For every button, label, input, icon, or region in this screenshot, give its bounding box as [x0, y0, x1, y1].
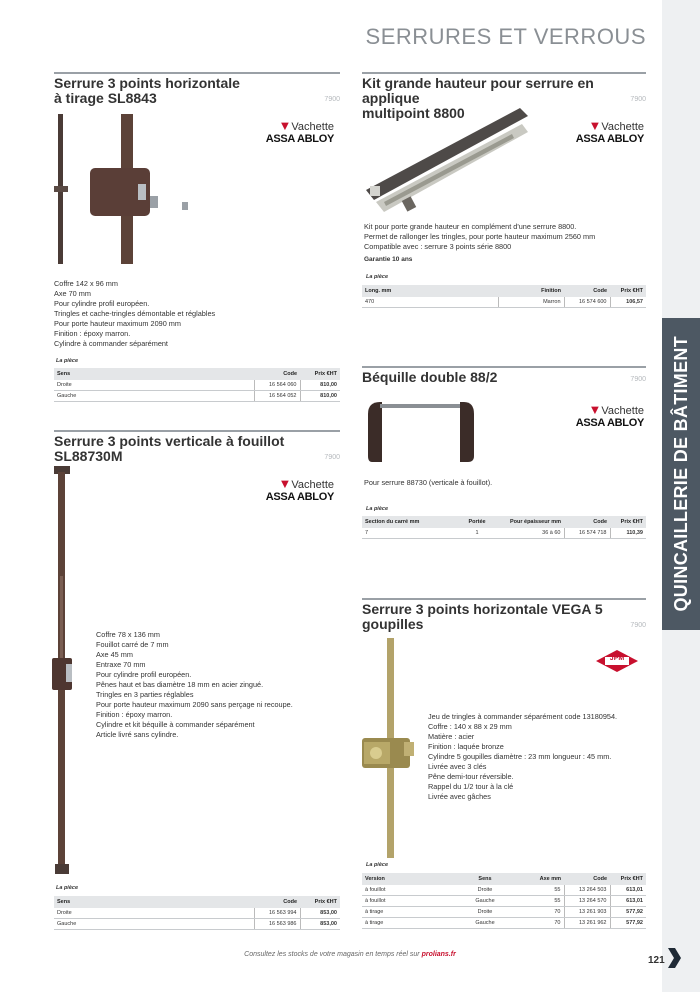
product-sl88730m-table	[54, 896, 340, 930]
product-vega5-description	[428, 712, 646, 802]
desc-line: Compatible avec : serrure 3 points série 8800	[364, 242, 512, 251]
desc-line: Matière : acier	[428, 732, 475, 741]
table-row	[54, 380, 340, 391]
product-ref: 7900	[630, 96, 646, 103]
product-sl8843-description	[54, 279, 340, 349]
col-header: Sens	[54, 368, 254, 380]
table-header-row	[54, 368, 340, 380]
desc-line: Fouillot carré de 7 mm	[96, 640, 169, 649]
cell: 55	[518, 885, 564, 896]
cell: 70	[518, 907, 564, 918]
cell-price: 577,92	[610, 907, 646, 918]
cell: à tirage	[362, 918, 452, 929]
product-ref: 7900	[324, 454, 340, 461]
desc-line: Tringles et cache-tringles démontable et réglables	[54, 309, 216, 318]
product-vega5-header	[362, 598, 646, 632]
cell-price: 613,01	[610, 885, 646, 896]
desc-line: Rappel du 1/2 tour à la clé	[428, 782, 514, 791]
table-row	[54, 391, 340, 402]
product-title: Béquille double 88/2	[362, 369, 498, 385]
cell: 470	[362, 297, 498, 308]
section-rule	[54, 72, 340, 74]
title-line-2: goupilles	[362, 616, 424, 632]
desc-line: Cylindre et kit béquille à commander séparément	[96, 720, 255, 729]
col-header: Prix €HT	[610, 285, 646, 297]
product-kit8800-table	[362, 285, 646, 308]
jpm-text: JPM	[609, 655, 625, 662]
title-line-2: SL88730M	[54, 448, 123, 464]
col-header: Pour épaisseur mm	[498, 516, 564, 528]
table-row	[362, 907, 646, 918]
product-sl8843-table	[54, 368, 340, 402]
footer-note	[0, 951, 700, 958]
col-header: Portée	[456, 516, 498, 528]
product-bequille-table	[362, 516, 646, 539]
kit8800-image	[362, 106, 532, 218]
vachette-text: Vachette	[291, 479, 334, 491]
side-tab-label-wrap	[664, 318, 698, 630]
col-header: Section du carré mm	[362, 516, 456, 528]
product-ref: 7900	[630, 622, 646, 629]
cell-price: 810,00	[300, 391, 340, 402]
product-title	[362, 602, 646, 632]
product-title	[54, 76, 340, 106]
desc-line: Jeu de tringles à commander séparément code 13180954.	[428, 712, 618, 721]
table-header-row	[362, 873, 646, 885]
desc-line: Pour porte hauteur maximum 2090 mm	[54, 319, 181, 328]
cell: 1	[456, 528, 498, 539]
section-rule	[362, 598, 646, 600]
lock-vega5-image	[356, 638, 426, 860]
desc-line: Permet de rallonger les tringles, pour porte hauteur maximum 2560 mm	[364, 232, 596, 241]
title-line-2: à tirage SL8843	[54, 90, 157, 106]
cell: Droite	[54, 908, 254, 919]
cell-code: 13 264 503	[564, 885, 610, 896]
col-header: Prix €HT	[610, 873, 646, 885]
product-kit8800-description	[364, 222, 646, 265]
cell-code: 13 261 903	[564, 907, 610, 918]
cell-code: 16 563 994	[254, 908, 300, 919]
product-bequille-header	[362, 366, 646, 385]
col-header: Prix €HT	[300, 896, 340, 908]
cell-price: 110,39	[610, 528, 646, 539]
vachette-text: Vachette	[601, 405, 644, 417]
cell-code: 16 564 052	[254, 391, 300, 402]
col-header: Finition	[498, 285, 564, 297]
title-line-1: Serrure 3 points horizontale	[54, 75, 240, 91]
desc-line: Pour cylindre profil européen.	[96, 670, 192, 679]
cell: à fouillot	[362, 885, 452, 896]
cell-code: 16 564 060	[254, 380, 300, 391]
desc-line: Article livré sans cylindre.	[96, 730, 179, 739]
table-row	[54, 919, 340, 930]
product-ref: 7900	[630, 376, 646, 383]
cell: Gauche	[452, 896, 518, 907]
desc-line: Cylindre 5 goupilles diamètre : 23 mm longueur : 45 mm.	[428, 752, 612, 761]
desc-line: Pênes haut et bas diamètre 18 mm en acier zingué.	[96, 680, 264, 689]
table-header-row	[54, 896, 340, 908]
desc-line: Pour serrure 88730 (verticale à fouillot).	[364, 478, 493, 487]
vachette-logo: ▼Vachette ASSA ABLOY	[250, 476, 334, 503]
cell-price: 613,01	[610, 896, 646, 907]
section-rule	[362, 72, 646, 74]
table-row	[362, 528, 646, 539]
title-line-1: Kit grande hauteur pour serrure en applique	[362, 75, 594, 106]
cell: Droite	[452, 885, 518, 896]
desc-line: Axe 70 mm	[54, 289, 91, 298]
side-tab-label: QUINCAILLERIE DE BÂTIMENT	[670, 336, 691, 612]
footer-note-text: Consultez les stocks de votre magasin en temps réel sur	[244, 951, 420, 958]
assa-abloy-text: ASSA ABLOY	[575, 417, 644, 429]
cell-code: 16 574 600	[564, 297, 610, 308]
footer-site-link[interactable]: prolians.fr	[421, 951, 456, 958]
desc-line: Livrée avec gâches	[428, 792, 491, 801]
col-header: Long. mm	[362, 285, 498, 297]
desc-line: Coffre 142 x 96 mm	[54, 279, 118, 288]
desc-line: Pour porte hauteur maximum 2090 sans perçage ni recoupe.	[96, 700, 293, 709]
cell: Droite	[452, 907, 518, 918]
desc-line: Pêne demi-tour réversible.	[428, 772, 514, 781]
desc-line: Coffre : 140 x 88 x 29 mm	[428, 722, 512, 731]
cell-price: 577,92	[610, 918, 646, 929]
unit-label: La pièce	[56, 885, 79, 891]
cell-price: 810,00	[300, 380, 340, 391]
desc-line: Pour cylindre profil européen.	[54, 299, 150, 308]
assa-abloy-text: ASSA ABLOY	[265, 491, 334, 503]
table-row	[362, 885, 646, 896]
page-number: 121	[648, 955, 665, 966]
desc-line: Kit pour porte grande hauteur en complément d'une serrure 8800.	[364, 222, 577, 231]
table-row	[362, 896, 646, 907]
unit-label: La pièce	[366, 506, 389, 512]
table-row	[362, 918, 646, 929]
bequille-image	[364, 394, 476, 468]
section-rule	[54, 430, 340, 432]
cell-code: 16 563 986	[254, 919, 300, 930]
col-header: Axe mm	[518, 873, 564, 885]
cell: Gauche	[54, 391, 254, 402]
lock-sl8843-image	[48, 114, 208, 274]
product-ref: 7900	[324, 96, 340, 103]
table-row	[54, 908, 340, 919]
guarantee: Garantie 10 ans	[364, 256, 413, 263]
cell: Marron	[498, 297, 564, 308]
unit-label: La pièce	[366, 862, 389, 868]
cell-price: 106,57	[610, 297, 646, 308]
col-header: Code	[254, 896, 300, 908]
desc-line: Finition : époxy marron.	[54, 329, 131, 338]
col-header: Code	[564, 873, 610, 885]
col-header: Prix €HT	[300, 368, 340, 380]
cell: à fouillot	[362, 896, 452, 907]
unit-label: La pièce	[366, 274, 389, 280]
cell: 70	[518, 918, 564, 929]
cell-price: 853,00	[300, 919, 340, 930]
desc-line: Tringles en 3 parties réglables	[96, 690, 194, 699]
title-line-2: multipoint 8800	[362, 105, 465, 121]
table-header-row	[362, 516, 646, 528]
category-title: SERRURES ET VERROUS	[365, 24, 646, 49]
cell: 36 à 60	[498, 528, 564, 539]
product-sl88730m-description	[96, 630, 340, 740]
cell: Gauche	[452, 918, 518, 929]
vachette-logo: ▼Vachette ASSA ABLOY	[560, 402, 644, 429]
col-header: Code	[564, 285, 610, 297]
vachette-logo: ▼Vachette ASSA ABLOY	[250, 118, 334, 145]
desc-line: Axe 45 mm	[96, 650, 133, 659]
cell: Gauche	[54, 919, 254, 930]
col-header: Sens	[452, 873, 518, 885]
desc-line: Finition : époxy marron.	[96, 710, 173, 719]
title-line-1: Serrure 3 points verticale à fouillot	[54, 433, 285, 449]
table-row	[362, 297, 646, 308]
product-sl88730m-header	[54, 430, 340, 464]
next-page-chevron-icon[interactable]	[666, 946, 682, 970]
cell: 55	[518, 896, 564, 907]
product-sl8843-header	[54, 72, 340, 106]
table-header-row	[362, 285, 646, 297]
vachette-text: Vachette	[291, 121, 334, 133]
vachette-logo: ▼Vachette ASSA ABLOY	[560, 118, 644, 145]
col-header: Version	[362, 873, 452, 885]
cell-code: 13 264 570	[564, 896, 610, 907]
desc-line: Livrée avec 3 clés	[428, 762, 487, 771]
cell: Droite	[54, 380, 254, 391]
desc-line: Finition : laquée bronze	[428, 742, 504, 751]
desc-line: Entraxe 70 mm	[96, 660, 146, 669]
col-header: Code	[564, 516, 610, 528]
title-line-1: Serrure 3 points horizontale VEGA 5	[362, 601, 603, 617]
cell: à tirage	[362, 907, 452, 918]
assa-abloy-text: ASSA ABLOY	[575, 133, 644, 145]
col-header: Prix €HT	[610, 516, 646, 528]
product-bequille-description	[364, 478, 646, 488]
assa-abloy-text: ASSA ABLOY	[265, 133, 334, 145]
cell-code: 13 261 962	[564, 918, 610, 929]
cell-price: 853,00	[300, 908, 340, 919]
product-title	[54, 434, 340, 464]
cell-code: 16 574 718	[564, 528, 610, 539]
col-header: Code	[254, 368, 300, 380]
desc-line: Cylindre à commander séparément	[54, 339, 168, 348]
col-header: Sens	[54, 896, 254, 908]
unit-label: La pièce	[56, 358, 79, 364]
cell: 7	[362, 528, 456, 539]
lock-sl88730m-image	[46, 466, 86, 880]
product-vega5-table	[362, 873, 646, 929]
desc-line: Coffre 78 x 136 mm	[96, 630, 160, 639]
section-rule	[362, 366, 646, 368]
vachette-text: Vachette	[601, 121, 644, 133]
